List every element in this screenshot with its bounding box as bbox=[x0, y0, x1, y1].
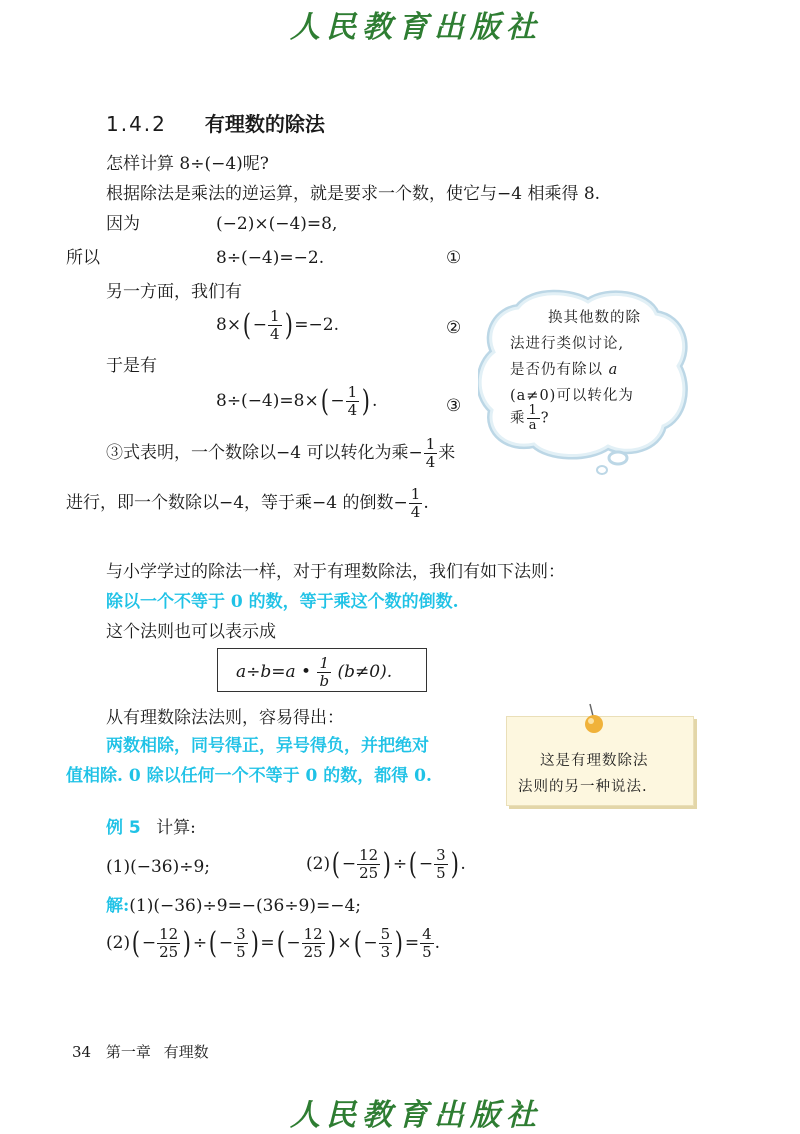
example-heading: 例 5 计算: bbox=[106, 818, 196, 838]
rule-text: 两数相除，同号得正，异号得负，并把绝对 bbox=[106, 736, 429, 756]
cloud-text: (a≠0)可以转化为 bbox=[510, 388, 634, 404]
publisher-footer: 人民教育出版社 bbox=[290, 1098, 542, 1133]
text-line: 另一方面，我们有 bbox=[106, 282, 242, 302]
text-line: 与小学学过的除法一样，对于有理数除法，我们有如下法则： bbox=[106, 562, 565, 582]
section-title bbox=[106, 108, 325, 137]
fraction: $\frac{1}{4}$ bbox=[425, 435, 436, 471]
section-number: 1.4.2 bbox=[106, 112, 167, 136]
text-line: 这个法则也可以表示成 bbox=[106, 622, 276, 642]
publisher-header: 人民教育出版社 bbox=[290, 10, 542, 45]
fraction: $\frac{1}{4}$ bbox=[347, 383, 358, 419]
fraction: $\frac{1}{4}$ bbox=[410, 485, 421, 521]
note-text: 这是有理数除法 bbox=[540, 753, 649, 769]
cloud-text: 是否仍有除以 a bbox=[510, 362, 619, 378]
formula: a÷b=a • $\frac{1}{b}$ (b≠0). bbox=[236, 654, 393, 690]
text-line: 从有理数除法法则，容易得出： bbox=[106, 708, 344, 728]
text-line: ③式表明，一个数除以−4 可以转化为乘− $\frac{1}{4}$ 来 bbox=[106, 435, 456, 471]
example-question: (1)(−36)÷9; bbox=[106, 857, 211, 877]
section-heading: 有理数的除法 bbox=[204, 112, 325, 136]
math-expression: 8÷(−4)=−2. bbox=[216, 248, 325, 268]
solution-line: (2)( − $\frac{12}{25}$ ) ÷( − $\frac{3}{5}$ ) =( − $\frac{12}{25}$ ) ×( − $\frac{5}{3}$ ) = $\frac{4}{5}$ . bbox=[106, 925, 441, 961]
text-line: 进行，即一个数除以−4，等于乘−4 的倒数− $\frac{1}{4}$ . bbox=[66, 485, 429, 521]
math-expression: 8÷(−4)=8×( − $\frac{1}{4}$ ) . bbox=[216, 383, 378, 419]
math-expression: 8×( − $\frac{1}{4}$ ) =−2. bbox=[216, 307, 340, 343]
text-label: 所以 bbox=[66, 248, 100, 268]
text-label: 因为 bbox=[106, 214, 140, 234]
page-footer bbox=[72, 1040, 209, 1064]
text-line: 怎样计算 8÷(−4)呢? bbox=[106, 154, 269, 174]
rule-text: 值相除. 0 除以任何一个不等于 0 的数，都得 0. bbox=[66, 766, 432, 786]
fraction: $\frac{1}{4}$ bbox=[270, 307, 280, 343]
page-number: 34 bbox=[72, 1043, 92, 1061]
equation-mark: ② bbox=[446, 318, 462, 338]
equation-mark: ① bbox=[446, 248, 462, 268]
equation-mark: ③ bbox=[446, 396, 462, 416]
pushpin-icon bbox=[580, 702, 608, 736]
text-line: 根据除法是乘法的逆运算，就是要求一个数，使它与−4 相乘得 8. bbox=[106, 184, 601, 204]
text-line: 于是有 bbox=[106, 356, 157, 376]
chapter-title: 有理数 bbox=[163, 1043, 209, 1061]
formula-box bbox=[217, 648, 427, 692]
cloud-text: 换其他数的除 bbox=[548, 310, 641, 326]
note-text: 法则的另一种说法. bbox=[518, 779, 648, 795]
example-question: (2)( − $\frac{12}{25}$ ) ÷( − $\frac{3}{5}$ ) . bbox=[306, 846, 466, 882]
chapter-label: 第一章 bbox=[105, 1043, 151, 1061]
cloud-text: 乘 $\frac{1}{a}$ ? bbox=[510, 403, 550, 433]
math-expression: (−2)×(−4)=8, bbox=[216, 214, 338, 234]
cloud-text: 法进行类似讨论, bbox=[510, 336, 625, 352]
solution-line: 解:(1)(−36)÷9=−(36÷9)=−4; bbox=[106, 896, 362, 916]
rule-text: 除以一个不等于 0 的数，等于乘这个数的倒数. bbox=[106, 592, 459, 612]
